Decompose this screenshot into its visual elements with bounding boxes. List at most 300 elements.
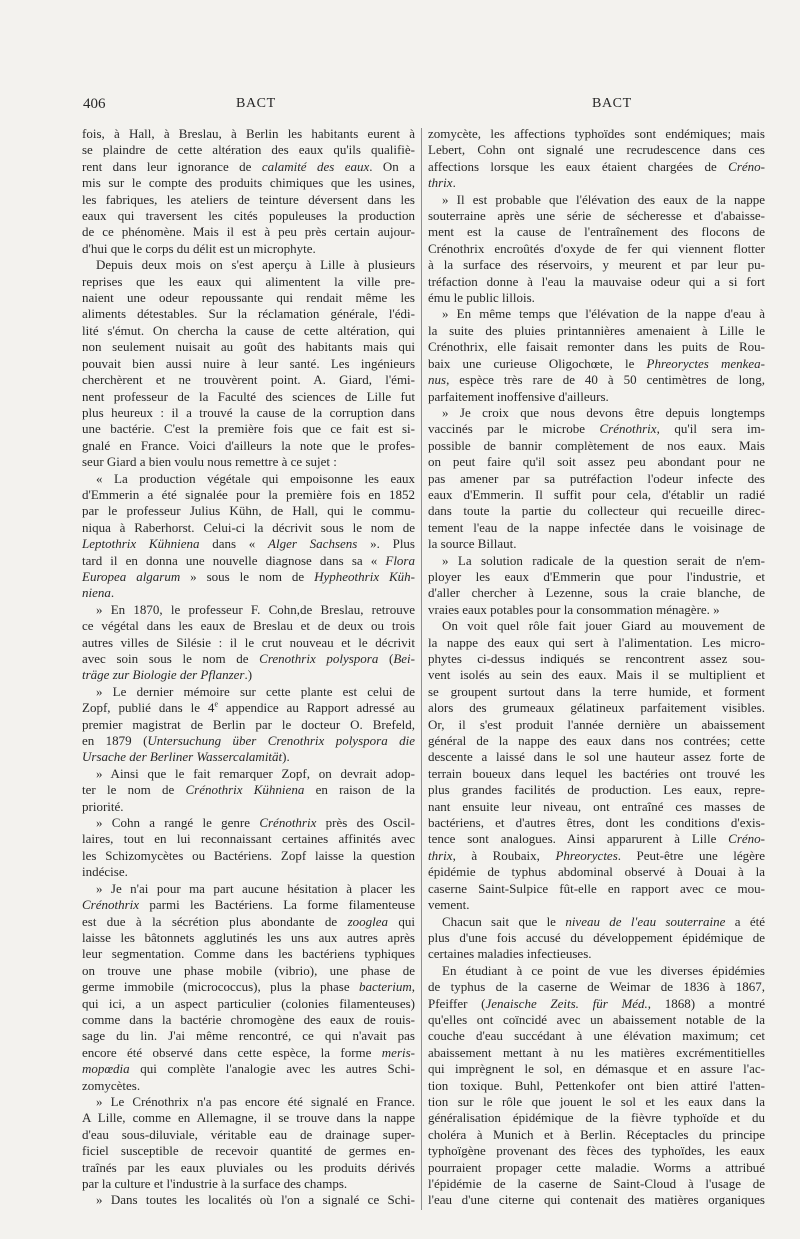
text-line — [82, 667, 415, 683]
text-line — [428, 914, 765, 930]
text-line — [82, 946, 415, 962]
text-run: vement. — [428, 897, 470, 913]
text-line — [82, 1143, 415, 1159]
text-run: certaines maladies infectieuses. — [428, 946, 592, 962]
text-line — [82, 1127, 415, 1143]
text-run: Pfeiffer ( — [428, 995, 486, 1011]
text-line — [82, 536, 415, 552]
text-line — [82, 684, 415, 700]
text-run: bactériens, et d'autres êtres, dont les conditions d'exis- — [428, 815, 765, 831]
text-line — [82, 1061, 415, 1077]
text-run: non seulement nuisait au goût des habitants mais qui — [82, 339, 415, 355]
text-run: appendice au Rapport adressé au — [218, 700, 415, 716]
text-line — [82, 224, 415, 240]
text-line — [428, 1143, 765, 1159]
text-line — [428, 963, 765, 979]
text-run: alors des grumeaux gélatineux parfaitement visibles. — [428, 700, 765, 716]
text-line — [428, 766, 765, 782]
text-line — [428, 585, 765, 601]
text-run: d'hui que le corps du délit est un microphyte. — [82, 240, 316, 256]
page-number: 406 — [83, 96, 106, 112]
italic-run: Leptothrix Kühniena — [82, 536, 200, 552]
text-run: » sous le nom de — [180, 568, 315, 584]
text-line — [428, 389, 765, 405]
text-line — [428, 323, 765, 339]
text-run: près des Oscil- — [316, 815, 416, 831]
text-run: qui imprègnent le sol, en démasque et en assure l'ac- — [428, 1061, 765, 1077]
text-line — [428, 996, 765, 1012]
text-line — [82, 799, 415, 815]
text-run: lité s'émut. On chercha la cause de cette altération, qui — [82, 322, 415, 338]
text-line — [82, 831, 415, 847]
text-line — [82, 635, 415, 651]
text-line — [428, 815, 765, 831]
text-run: de typhus de la caserne de Weimar de 1836 à 1867, — [428, 979, 765, 995]
text-line — [428, 651, 765, 667]
text-line — [428, 1078, 765, 1094]
text-run: cherchèrent et ne trouvèrent point. A. Giard, l'émi- — [82, 372, 415, 388]
text-run: » En même temps que l'élévation de la nappe d'eau à — [442, 306, 765, 322]
text-line — [428, 1176, 765, 1192]
text-run: On voit quel rôle fait jouer Giard au mouvement de — [442, 618, 765, 634]
text-run: d'aller chercher à Lezenne, sous la craie blanche, de — [428, 585, 765, 601]
text-line — [428, 438, 765, 454]
text-line — [82, 553, 415, 569]
text-run: phytes ci-dessus indiqués se rencontrent assez sou- — [428, 651, 765, 666]
text-run: Chacun sait que le — [442, 913, 566, 929]
italic-run: Crénothrix Kühniena — [185, 782, 305, 798]
text-run: Crénothrix, elle faisait remonter dans les puits de Rou- — [428, 339, 765, 355]
text-run: on trouve une phase mobile (vibrio), une phase de — [82, 962, 415, 978]
text-run: ter le nom de — [82, 782, 186, 798]
text-run: à la surface des réservoirs, y meurent et par leur pu- — [428, 257, 765, 273]
text-run: nent professeur de la Faculté des sciences de Lille fut — [82, 388, 415, 404]
text-run: tion toxique. Buhl, Pettenkofer ont bien attiré l'atten- — [428, 1077, 765, 1093]
text-line — [428, 503, 765, 519]
text-line — [428, 1160, 765, 1176]
text-run: qui ici, a un aspect particulier (colonies filamenteuses) — [82, 995, 415, 1011]
superscript: e — [214, 699, 218, 709]
italic-run: Flora — [385, 552, 415, 568]
text-line — [82, 602, 415, 618]
text-line — [82, 930, 415, 946]
text-run: gnalé en France. Voici d'ailleurs la note que le profes- — [82, 437, 415, 453]
text-run: qui complète l'analogie avec les autres Schi- — [129, 1061, 415, 1077]
text-run: l'épidémie de la caserne de Saint-Cloud à l'usage de — [428, 1176, 765, 1191]
text-line — [82, 864, 415, 880]
text-run: couche d'eau succédant à une élévation maximum; cet — [428, 1028, 765, 1044]
text-run: rent dans leur ignorance de — [82, 158, 262, 174]
text-run: se plaindre de cette altération des eaux qu'ils qualifiè- — [82, 142, 415, 158]
text-run: . Peut-être une légère — [617, 847, 765, 863]
text-line — [428, 569, 765, 585]
text-run: en 1879 ( — [82, 733, 148, 749]
text-line — [82, 897, 415, 913]
text-run: la nappe des eaux qui sert à l'alimentation. Les micro- — [428, 634, 765, 650]
text-run: indécise. — [82, 864, 128, 880]
italic-run: Bei- — [393, 651, 415, 666]
italic-run: Crénothrix — [259, 815, 317, 831]
text-line — [428, 864, 765, 880]
text-line — [428, 684, 765, 700]
text-line — [428, 159, 765, 175]
text-line — [428, 421, 765, 437]
paragraph — [428, 192, 765, 307]
text-line — [82, 192, 415, 208]
text-run: a été — [725, 913, 766, 929]
text-run: généralisation épidémique de la fièvre typhoïde et du — [428, 1110, 765, 1126]
text-line — [428, 142, 765, 158]
text-run: plus heureux : il a trouvé la cause de la corruption dans — [82, 404, 415, 420]
italic-run: mopœdia — [82, 1061, 130, 1077]
text-run: premier magistrat de Berlin par le docteur O. Brefeld, — [82, 716, 415, 732]
text-run: niqua à Raberhorst. Celui-ci la décrivit sous le nom de — [82, 519, 415, 535]
text-line — [82, 1094, 415, 1110]
italic-run: Europea algarum — [82, 568, 181, 584]
text-line — [82, 487, 415, 503]
text-run: naient une odeur repoussante qui rendait même les — [82, 290, 415, 306]
text-run: , espèce très rare de 40 à 50 centimètres de long, — [446, 372, 765, 388]
text-line — [428, 257, 765, 273]
text-line — [428, 471, 765, 487]
italic-run: thrix — [428, 175, 453, 191]
text-line — [428, 1045, 765, 1061]
text-line — [82, 274, 415, 290]
text-line — [428, 1028, 765, 1044]
text-line — [82, 339, 415, 355]
text-run: les Schizomycètes ou Bactériens. Zopf laisse la question — [82, 847, 415, 863]
text-line — [428, 733, 765, 749]
text-line — [82, 1110, 415, 1126]
text-run: » Le Crénothrix n'a pas encore été signalé en France. — [96, 1093, 415, 1109]
paragraph — [428, 126, 765, 192]
text-line — [82, 356, 415, 372]
text-line — [82, 389, 415, 405]
text-run: fois, à Hall, à Breslau, à Berlin les habitants eurent à — [82, 126, 415, 141]
text-run: tement l'eau de la nappe infectée dans le voisinage de — [428, 519, 765, 535]
text-run: on peut faire qu'il soit assez peu abondant pour ne — [428, 454, 765, 470]
text-line — [428, 208, 765, 224]
text-line — [82, 520, 415, 536]
italic-run: Crénothrix — [82, 897, 140, 913]
text-line — [428, 175, 765, 191]
paragraph — [82, 602, 415, 684]
text-run: ment est la cause de l'entraînement des flocons de — [428, 224, 765, 240]
text-run: traînés par les eaux pluviales ou les produits dérivés — [82, 1159, 415, 1175]
italic-run: Crenothrix polyspora — [259, 651, 379, 666]
text-run: d'Emmerin a été signalée pour la première fois en 1852 — [82, 486, 415, 502]
text-run: tréfaction donne à l'eau la mauvaise odeur qui a si fort — [428, 273, 765, 289]
text-run: parfaitement inoffensive d'ailleurs. — [428, 388, 609, 404]
text-run: » En 1870, le professeur F. Cohn,de Breslau, retrouve — [96, 601, 415, 617]
text-run: A Lille, comme en Allemagne, il se trouve dans la nappe — [82, 1110, 415, 1126]
text-line — [82, 126, 415, 142]
text-line — [82, 306, 415, 322]
text-run: Depuis deux mois on s'est aperçu à Lille à plusieurs — [96, 257, 415, 273]
paragraph — [428, 914, 765, 963]
text-line — [82, 585, 415, 601]
text-line — [82, 1045, 415, 1061]
text-line — [82, 405, 415, 421]
paragraph — [82, 684, 415, 766]
italic-run: nus — [428, 372, 447, 388]
text-run: ému le public lillois. — [428, 290, 535, 306]
text-line — [82, 1028, 415, 1044]
text-run: » Il est probable que l'élévation des eaux de la nappe — [442, 191, 765, 207]
text-run: en raison de la — [304, 782, 415, 798]
text-line — [428, 241, 765, 257]
text-line — [82, 815, 415, 831]
text-run: » La solution radicale de la question serait de n'em- — [442, 552, 765, 568]
text-run: plus d'une fois accusé du développement épidémique de — [428, 929, 765, 945]
text-line — [428, 635, 765, 651]
italic-run: thrix — [428, 847, 453, 863]
text-line — [82, 717, 415, 733]
text-run: l'eau d'une citerne qui contenait des matières organiques — [428, 1192, 765, 1208]
text-run: » Je croix que nous devons être depuis longtemps — [442, 404, 765, 420]
text-run: tard il en donna une nouvelle diagnose dans sa « — [82, 552, 386, 568]
text-line — [428, 946, 765, 962]
text-run: tence sont analogues. Ainsi apparurent à Lille — [428, 831, 729, 847]
text-run: zomycète, les affections typhoïdes sont endémiques; mais — [428, 126, 765, 141]
text-line — [428, 454, 765, 470]
text-run: En étudiant à ce point de vue les diverses épidémies — [442, 962, 765, 978]
paragraph — [82, 766, 415, 815]
text-run: , 1868) a montré — [647, 995, 765, 1011]
text-line — [82, 208, 415, 224]
text-run: une bactérie. C'est la première fois que ce fait est si- — [82, 421, 415, 437]
text-run: reprises que les eaux qui alimentent la ville pre- — [82, 273, 415, 289]
paragraph — [82, 257, 415, 470]
text-line — [82, 1160, 415, 1176]
text-run: ». Plus — [357, 536, 415, 552]
italic-run: Alger Sachsens — [268, 536, 358, 552]
text-run: seur Giard a bien voulu nous remettre à ce sujet : — [82, 454, 337, 470]
text-line — [82, 372, 415, 388]
italic-run: Ursache der Berliner Wassercalamität — [82, 749, 283, 765]
text-run: pouvait bien aussi nuire à leur santé. Les ingénieurs — [82, 355, 415, 371]
paragraph — [428, 405, 765, 553]
left-text-column — [82, 126, 415, 1209]
text-run: épidémie de typhus abdominal observé à Douai à la — [428, 864, 765, 880]
text-run: vaccinés par le microbe — [428, 421, 600, 437]
text-line — [428, 831, 765, 847]
text-run: souterraine après une série de sécheresse et d'abaisse- — [428, 208, 765, 224]
text-run: affections lorsque les eaux étaient chargées de — [428, 158, 729, 174]
text-run: leur segmentation. Comme dans les bactériens typhiques — [82, 946, 415, 962]
text-line — [428, 618, 765, 634]
text-line — [428, 274, 765, 290]
text-line — [82, 1012, 415, 1028]
text-run: eaux d'Emmerin. Il suffit pour cela, d'établir un radié — [428, 486, 765, 502]
text-run: encore été observé dans cette espèce, la forme — [82, 1044, 382, 1060]
text-run: eaux qui traversent les cités populeuses la production — [82, 208, 415, 224]
text-line — [428, 405, 765, 421]
text-line — [82, 651, 415, 667]
text-run: général de la nappe des eaux dans nos contrées; cette — [428, 733, 765, 749]
text-run: terrain boueux dans lequel les bactéries ont trouvé les — [428, 765, 765, 781]
italic-run: zooglea — [347, 913, 389, 929]
text-run: qu'elles ont coïncidé avec un abaissement notable de la — [428, 1011, 765, 1027]
text-run: d'eau sous-diluviale, véritable eau de drainage super- — [82, 1126, 415, 1142]
text-run: de ce phénomène. Mais il est à peu près certain aujour- — [82, 224, 415, 240]
text-run: est due à la sécrétion plus abondante de — [82, 913, 348, 929]
text-run: possible de bannir complètement de nos eaux. Mais — [428, 437, 765, 453]
text-line — [82, 175, 415, 191]
text-line — [428, 372, 765, 388]
text-line — [428, 520, 765, 536]
text-run: . — [110, 585, 115, 601]
italic-run: Phreoryctes menkea- — [646, 355, 766, 371]
text-run: Zopf, publié dans le 4 — [82, 700, 215, 716]
text-run: la suite des pluies printannières amenaient à Lille le — [428, 322, 765, 338]
text-line — [82, 569, 415, 585]
text-run: plus grandes facilités de production. Les eaux, repre- — [428, 782, 765, 798]
text-line — [82, 438, 415, 454]
text-line — [428, 749, 765, 765]
text-run: zomycètes. — [82, 1077, 141, 1093]
text-run: mis sur le compte des produits chimiques que les usines, — [82, 175, 415, 191]
text-run: baix une curieuse Oligochœte, le — [428, 355, 647, 371]
text-line — [428, 930, 765, 946]
text-run: la source Billaut. — [428, 536, 517, 552]
italic-run: bacterium — [359, 979, 412, 995]
running-head-right: BACT — [592, 96, 632, 111]
italic-run: meris- — [381, 1044, 415, 1060]
text-line — [428, 667, 765, 683]
text-line — [428, 1127, 765, 1143]
text-line — [82, 963, 415, 979]
text-run: vraies eaux potables pour la consommation ménagère. » — [428, 601, 720, 617]
italic-run: Jenaische Zeits. für Méd. — [485, 995, 648, 1011]
text-line — [82, 766, 415, 782]
paragraph — [82, 815, 415, 881]
italic-run: Créno- — [728, 158, 765, 174]
text-line — [428, 602, 765, 618]
text-line — [428, 700, 765, 716]
text-line — [428, 356, 765, 372]
text-run: dans « — [199, 536, 269, 552]
text-run: par la culture et l'industrie à la surface des champs. — [82, 1176, 348, 1191]
paragraph — [82, 471, 415, 602]
text-run: descente a laissé dans le sol une hauteur assez forte de — [428, 749, 765, 765]
text-line — [428, 1110, 765, 1126]
text-run: » Le dernier mémoire sur cette plante est celui de — [96, 683, 415, 699]
text-line — [428, 1012, 765, 1028]
text-line — [82, 454, 415, 470]
text-run: » Je n'ai pour ma part aucune hésitation à placer les — [96, 880, 415, 896]
text-line — [82, 1176, 415, 1192]
text-line — [82, 848, 415, 864]
text-run: ( — [378, 651, 394, 666]
column-rule — [421, 128, 422, 1210]
text-line — [428, 487, 765, 503]
text-run: les fabriques, les ateliers de teinture déversent dans les — [82, 191, 415, 207]
text-run: avec soin sous le nom de — [82, 651, 260, 666]
text-line — [82, 996, 415, 1012]
text-line — [82, 159, 415, 175]
text-run: autres villes de Silésie : il le crut nouveau et le décrivit — [82, 634, 415, 650]
text-run: tion sur le rôle que jouent le sol et les eaux dans la — [428, 1093, 765, 1109]
text-line — [428, 717, 765, 733]
text-run: ployer les eaux d'Emmerin que pour l'industrie, et — [428, 568, 765, 584]
text-line — [82, 257, 415, 273]
text-line — [428, 192, 765, 208]
paragraph — [82, 1094, 415, 1192]
text-run: Crénothrix encroûtés d'oxyde de fer qui viennent flotter — [428, 240, 765, 256]
text-line — [82, 749, 415, 765]
italic-run: träge zur Biologie der Pflanzer — [82, 667, 245, 683]
text-line — [82, 241, 415, 257]
text-line — [82, 142, 415, 158]
text-run: abaissement mettant à nu les matières excrémentitielles — [428, 1044, 765, 1060]
italic-run: Créno- — [728, 831, 765, 847]
text-line — [428, 1094, 765, 1110]
text-run: sage du lin. J'ai même rencontré, ce qui n'avait pas — [82, 1028, 415, 1044]
text-line — [428, 897, 765, 913]
text-run: Lebert, Cohn ont signalé une recrudescence dans ces — [428, 142, 765, 158]
text-line — [82, 471, 415, 487]
text-run: priorité. — [82, 798, 124, 814]
text-run: , qu'il sera im- — [656, 421, 766, 437]
paragraph — [82, 1192, 415, 1208]
italic-run: calamité des eaux — [261, 158, 370, 174]
text-line — [428, 126, 765, 142]
italic-run: niena — [82, 585, 111, 601]
text-run: ). — [282, 749, 290, 765]
italic-run: Crénothrix — [599, 421, 657, 437]
text-run: , à Roubaix, — [452, 847, 556, 863]
text-run: qui — [388, 913, 415, 929]
text-line — [82, 618, 415, 634]
text-line — [428, 1061, 765, 1077]
text-run: se groupent surtout dans la terre humide, et forment — [428, 683, 765, 699]
text-run: laires, tout en lui reconnaissant certaines affinités avec — [82, 831, 415, 847]
text-run: » Cohn a rangé le genre — [96, 815, 260, 831]
text-run: parmi les Bactériens. La forme filamenteuse — [139, 897, 415, 913]
paragraph — [428, 618, 765, 913]
paragraph — [428, 306, 765, 404]
text-line — [82, 733, 415, 749]
text-run: choléra à Munich et à Berlin. Réceptacles du principe — [428, 1126, 765, 1142]
text-line — [428, 553, 765, 569]
text-line — [428, 979, 765, 995]
italic-run: niveau de l'eau souterraine — [565, 913, 726, 929]
text-line — [82, 979, 415, 995]
text-run: aliments détestables. Sur la réclamation générale, l'édi- — [82, 306, 415, 322]
text-line — [82, 290, 415, 306]
text-run: . On a — [369, 158, 415, 174]
text-run: germe immobile (micrococcus), plus la phase — [82, 979, 360, 995]
right-text-column — [428, 126, 765, 1209]
running-head-left: BACT — [236, 96, 276, 111]
text-run: . — [452, 175, 456, 191]
text-run: par le professeur Julius Kühn, de Hall, qui le commu- — [82, 503, 415, 519]
text-line — [82, 503, 415, 519]
text-run: ce végétal dans les eaux de Breslau et de deux ou trois — [82, 618, 415, 634]
text-line — [82, 323, 415, 339]
text-line — [82, 1078, 415, 1094]
text-line — [428, 306, 765, 322]
text-run: pourraient propager cette maladie. Worms a attribué — [428, 1159, 765, 1175]
text-line — [428, 848, 765, 864]
text-line — [82, 914, 415, 930]
text-line — [428, 1192, 765, 1208]
paragraph — [82, 126, 415, 257]
text-line — [428, 224, 765, 240]
text-run: comme dans la bactérie chromogène des eaux de rouis- — [82, 1011, 415, 1027]
text-line — [82, 700, 415, 716]
